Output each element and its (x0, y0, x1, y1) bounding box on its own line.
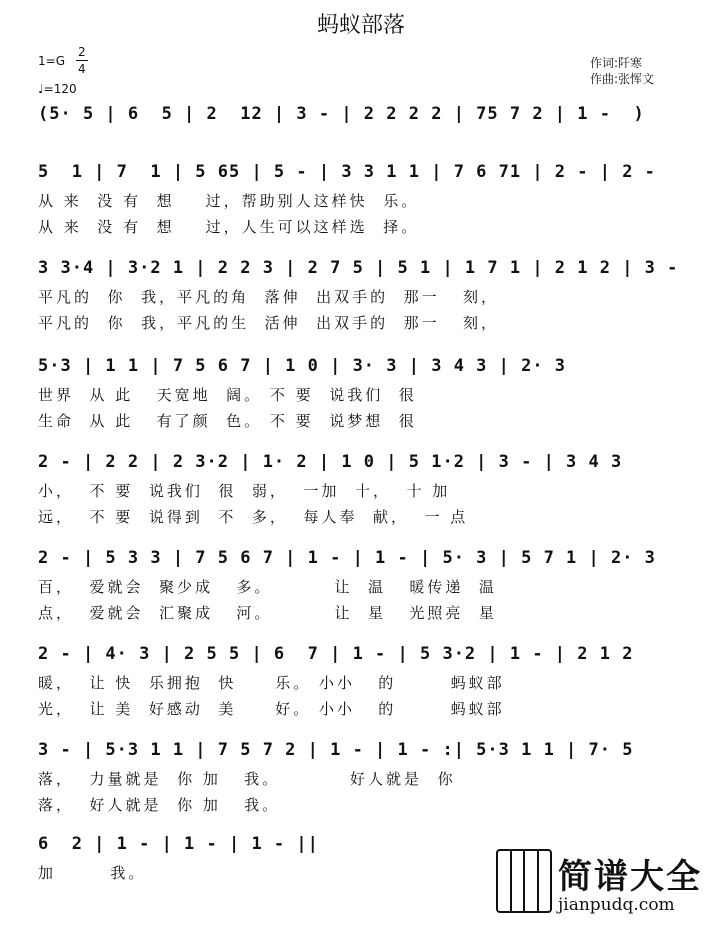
lyric-verse-1: 落， 力量就是 你 加 我。 好人就是 你 (38, 770, 456, 788)
lyric-verse-2: 落， 好人就是 你 加 我。 (38, 796, 281, 814)
lyric-verse-2: 点， 爱就会 汇聚成 河。 让 星 光照亮 星 (38, 604, 497, 622)
lyric-verse-2: 平凡的 你 我，平凡的生 活伸 出双手的 那一 刻， (38, 314, 499, 332)
composer-credit: 作曲:张恽文 (590, 72, 655, 86)
lyric-verse-1: 加 我。 (38, 864, 147, 882)
lyric-verse-2: 远， 不 要 说得到 不 多， 每人奉 献， 一 点 (38, 508, 469, 526)
notation-line: (5· 5 | 6 5 | 2 12 | 3 - | 2 2 2 2 | 75 7 2 | 1 - ) (38, 104, 645, 124)
notation-line: 6 2 | 1 - | 1 - | 1 - || (38, 834, 319, 854)
notation-line: 2 - | 2 2 | 2 3·2 | 1· 2 | 1 0 | 5 1·2 | 3 - | 3 4 3 (38, 452, 623, 472)
watermark-url: jianpudq.com (558, 895, 675, 915)
piano-keys-icon (496, 849, 552, 913)
notation-line: 2 - | 4· 3 | 2 5 5 | 6 7 | 1 - | 5 3·2 | 1 - | 2 1 2 (38, 644, 634, 664)
tempo-marking: ♩=120 (38, 82, 77, 96)
notation-line: 5 1 | 7 1 | 5 65 | 5 - | 3 3 1 1 | 7 6 71 | 2 - | 2 - (38, 162, 656, 182)
watermark-brand: 简谱大全 (558, 857, 702, 897)
watermark-logo (496, 849, 716, 919)
lyric-verse-1: 从 来 没 有 想 过，帮助别人这样快 乐。 (38, 192, 420, 210)
lyric-verse-2: 光， 让 美 好感动 美 好。 小小 的 蚂蚁部 (38, 700, 505, 718)
lyric-verse-1: 世界 从 此 天宽地 阔。 不 要 说我们 很 (38, 386, 417, 404)
lyric-verse-1: 百， 爱就会 聚少成 多。 让 温 暖传递 温 (38, 578, 497, 596)
key-signature: 1=G (38, 54, 65, 68)
lyric-verse-1: 小， 不 要 说我们 很 弱， 一加 十， 十 加 (38, 482, 451, 500)
lyric-verse-2: 生命 从 此 有了颜 色。 不 要 说梦想 很 (38, 412, 417, 430)
notation-line: 2 - | 5 3 3 | 7 5 6 7 | 1 - | 1 - | 5· 3 | 5 7 1 | 2· 3 (38, 548, 656, 568)
time-signature (76, 44, 88, 77)
song-title: 蚂蚁部落 (316, 13, 405, 38)
notation-line: 3 3·4 | 3·2 1 | 2 2 3 | 2 7 5 | 5 1 | 1 7 1 | 2 1 2 | 3 - (38, 258, 679, 278)
lyric-verse-1: 平凡的 你 我，平凡的角 落伸 出双手的 那一 刻， (38, 288, 499, 306)
time-signature-bottom: 4 (78, 62, 86, 76)
time-signature-top: 2 (78, 45, 86, 59)
notation-line: 5·3 | 1 1 | 7 5 6 7 | 1 0 | 3· 3 | 3 4 3 | 2· 3 (38, 356, 567, 376)
lyricist-credit: 作词:阡寒 (590, 56, 643, 70)
lyric-verse-1: 暖， 让 快 乐拥抱 快 乐。 小小 的 蚂蚁部 (38, 674, 505, 692)
lyric-verse-2: 从 来 没 有 想 过，人生可以这样选 择。 (38, 218, 420, 236)
notation-line: 3 - | 5·3 1 1 | 7 5 7 2 | 1 - | 1 - :| 5·3 1 1 | 7· 5 (38, 740, 634, 760)
